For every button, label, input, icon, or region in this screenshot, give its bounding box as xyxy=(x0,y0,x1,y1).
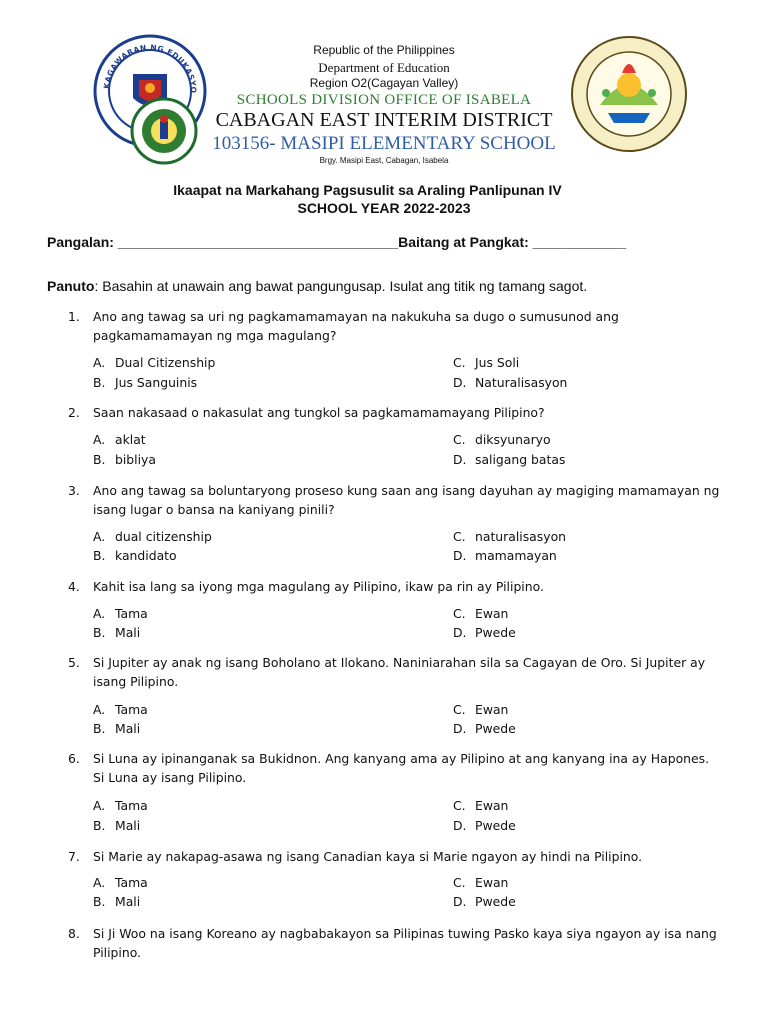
option-text: Pwede xyxy=(475,721,516,736)
option-text: Tama xyxy=(115,606,148,621)
option-letter: B. xyxy=(93,375,106,390)
option-text: aklat xyxy=(115,432,146,447)
option-letter: A. xyxy=(93,702,106,717)
option-text: Jus Sanguinis xyxy=(115,375,198,390)
instruction xyxy=(47,278,587,294)
option-text: Ewan xyxy=(475,606,509,621)
option-text: Tama xyxy=(115,798,148,813)
header-district: CABAGAN EAST INTERIM DISTRICT xyxy=(215,109,553,131)
option-text: Tama xyxy=(115,702,148,717)
option-text: diksyunaryo xyxy=(475,432,551,447)
option-text: dual citizenship xyxy=(115,529,212,544)
question-text: Si Jupiter ay anak ng isang Boholano at Ilokano. Naniniarahan sila sa Cagayan de Oro. Si Jupiter ay isang Pilipino. xyxy=(93,655,706,689)
header-school-name: 103156- MASIPI ELEMENTARY SCHOOL xyxy=(212,133,556,154)
option-text: Pwede xyxy=(475,818,516,833)
question-number: 3. xyxy=(68,483,80,498)
question-number: 2. xyxy=(68,405,80,420)
question-text: Si Luna ay ipinanganak sa Bukidnon. Ang kanyang ama ay Pilipino at ang kanyang ina ay Hapones. Si Luna ay isang Pilipino. xyxy=(93,751,710,785)
question-text: Kahit isa lang sa iyong mga magulang ay Pilipino, ikaw pa rin ay Pilipino. xyxy=(93,579,544,594)
instruction-text: : Basahin at unawain ang bawat pangungusap. Isulat ang titik ng tamang sagot. xyxy=(94,278,588,294)
option-letter: B. xyxy=(93,721,106,736)
option-letter: B. xyxy=(93,894,106,909)
option-letter: C. xyxy=(453,432,466,447)
option-letter: D. xyxy=(453,894,467,909)
option-letter: C. xyxy=(453,355,466,370)
option-text: Jus Soli xyxy=(475,355,520,370)
header-division: SCHOOLS DIVISION OFFICE OF ISABELA xyxy=(236,92,532,108)
option-letter: B. xyxy=(93,818,106,833)
option-text: bibliya xyxy=(115,452,156,467)
header-address: Brgy. Masipi East, Cabagan, Isabela xyxy=(319,156,449,165)
option-text: Pwede xyxy=(475,894,516,909)
question-number: 8. xyxy=(68,926,80,941)
option-text: Mali xyxy=(115,625,141,640)
option-letter: A. xyxy=(93,529,106,544)
option-text: mamamayan xyxy=(475,548,557,563)
option-letter: C. xyxy=(453,606,466,621)
option-letter: D. xyxy=(453,625,467,640)
header-department: Department of Education xyxy=(318,60,450,75)
question-text: Ano ang tawag sa uri ng pagkamamamayan na nakukuha sa dugo o sumusunod ang pagkamamamayan ng mga magulang? xyxy=(93,309,619,343)
option-letter: D. xyxy=(453,452,467,467)
option-text: naturalisasyon xyxy=(475,529,566,544)
question-number: 6. xyxy=(68,751,80,766)
question-number: 7. xyxy=(68,849,80,864)
question-text: Ano ang tawag sa boluntaryong proseso kung saan ang isang dayuhan ay magiging mamamayan ng isang lugar o bansa na kaniyang pinili? xyxy=(93,483,720,517)
option-letter: C. xyxy=(453,875,466,890)
option-text: Pwede xyxy=(475,625,516,640)
option-text: Mali xyxy=(115,721,141,736)
option-letter: C. xyxy=(453,529,466,544)
exam-school-year: SCHOOL YEAR 2022-2023 xyxy=(297,200,471,216)
question-number: 4. xyxy=(68,579,80,594)
option-text: saligang batas xyxy=(475,452,566,467)
option-text: Naturalisasyon xyxy=(475,375,568,390)
option-letter: A. xyxy=(93,432,106,447)
question-text: Si Marie ay nakapag-asawa ng isang Canadian kaya si Marie ngayon ay hindi na Pilipino. xyxy=(93,849,643,864)
option-letter: B. xyxy=(93,452,106,467)
option-text: kandidato xyxy=(115,548,177,563)
option-letter: D. xyxy=(453,375,467,390)
option-text: Mali xyxy=(115,894,141,909)
name-grade-field: Pangalan: ____________________________________Baitang at Pangkat: ____________ xyxy=(47,234,627,250)
option-letter: A. xyxy=(93,355,106,370)
instruction-label: Panuto xyxy=(47,278,95,294)
option-text: Dual Citizenship xyxy=(115,355,216,370)
header-region: Region O2(Cagayan Valley) xyxy=(309,76,459,90)
question-number: 1. xyxy=(68,309,80,324)
option-letter: C. xyxy=(453,798,466,813)
question-text: Saan nakasaad o nakasulat ang tungkol sa pagkamamamayang Pilipino? xyxy=(93,405,545,420)
question-text: Si Ji Woo na isang Koreano ay nagbabakayon sa Pilipinas tuwing Pasko kaya siya ngayon ay isa nang Pilipino. xyxy=(93,926,717,960)
option-letter: C. xyxy=(453,702,466,717)
option-letter: A. xyxy=(93,875,106,890)
option-text: Mali xyxy=(115,818,141,833)
option-text: Tama xyxy=(115,875,148,890)
exam-title: Ikaapat na Markahang Pagsusulit sa Araling Panlipunan IV xyxy=(173,182,562,198)
header-republic: Republic of the Philippines xyxy=(313,43,455,57)
question-number: 5. xyxy=(68,655,80,670)
svg-text:KAGAWARAN NG EDUKASYON: KAGAWARAN NG EDUKASYO xyxy=(101,42,199,94)
option-letter: A. xyxy=(93,798,106,813)
option-letter: D. xyxy=(453,818,467,833)
option-text: Ewan xyxy=(475,798,509,813)
option-letter: D. xyxy=(453,548,467,563)
option-letter: B. xyxy=(93,548,106,563)
option-text: Ewan xyxy=(475,702,509,717)
option-letter: A. xyxy=(93,606,106,621)
option-text: Ewan xyxy=(475,875,509,890)
option-letter: B. xyxy=(93,625,106,640)
option-letter: D. xyxy=(453,721,467,736)
